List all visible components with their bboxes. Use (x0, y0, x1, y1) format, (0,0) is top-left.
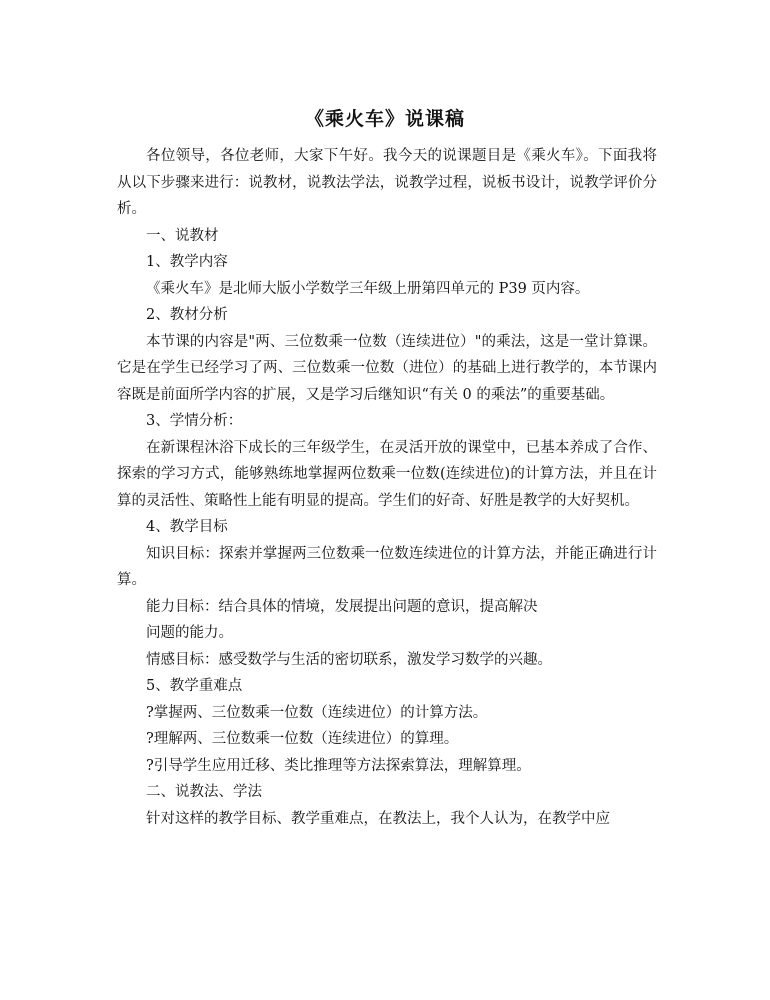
subheading-teaching-goals: 4、教学目标 (146, 519, 228, 535)
subheading-key-points: 5、教学重难点 (146, 678, 243, 694)
document-body (117, 143, 657, 832)
section-heading-methods: 二、说教法、学法 (146, 784, 262, 800)
key-point-item: ?引导学生应用迁移、类比推理等方法探索算法，理解算理。 (146, 757, 531, 774)
ability-goal-paragraph: 能力目标：结合具体的情境，发展提出问题的意识，提高解决 (146, 598, 538, 615)
emotion-goal-paragraph: 情感目标：感受数学与生活的密切联系，激发学习数学的兴趣。 (146, 651, 552, 668)
student-analysis-paragraph: 在新课程沐浴下成长的三年级学生，在灵活开放的课堂中，已基本养成了合作、探索的学习方式，能够熟练地掌握两位数乘一位数(连续进位)的计算方法，并且在计算的灵活性、策略性上能有明显的提高。学生们的好奇、好胜是教学的大好契机。 (117, 439, 657, 509)
subheading-textbook-analysis: 2、教材分析 (146, 307, 228, 323)
key-point-item: ?理解两、三位数乘一位数（连续进位）的算理。 (146, 731, 459, 747)
subheading-student-analysis: 3、学情分析： (146, 413, 243, 429)
knowledge-goal-paragraph: 知识目标：探索并掌握两三位数乘一位数连续进位的计算方法，并能正确进行计算。 (117, 545, 657, 588)
textbook-analysis-paragraph: 本节课的内容是"两、三位数乘一位数（连续进位）"的乘法，这是一堂计算课。它是在学生已经学习了两、三位数乘一位数（进位）的基础上进行教学的，本节课内容既是前面所学内容的扩展，又是学习后继知识“有关 0 的乘法”的重要基础。 (117, 333, 657, 403)
document-title: 《乘火车》说课稿 (304, 108, 465, 130)
intro-paragraph: 各位领导，各位老师，大家下午好。我今天的说课题目是《乘火车》。下面我将从以下步骤来进行：说教材，说教法学法，说教学过程，说板书设计，说教学评价分析。 (117, 148, 657, 217)
subheading-teaching-content: 1、教学内容 (146, 254, 228, 270)
teaching-content-paragraph: 《乘火车》是北师大版小学数学三年级上册第四单元的 P39 页内容。 (146, 280, 590, 297)
methods-paragraph: 针对这样的教学目标、教学重难点，在教法上，我个人认为，在教学中应 (146, 810, 610, 827)
ability-goal-continuation: 问题的能力。 (146, 625, 233, 641)
key-point-item: ?掌握两、三位数乘一位数（连续进位）的计算方法。 (146, 704, 488, 721)
section-heading-textbook: 一、说教材 (146, 227, 219, 244)
